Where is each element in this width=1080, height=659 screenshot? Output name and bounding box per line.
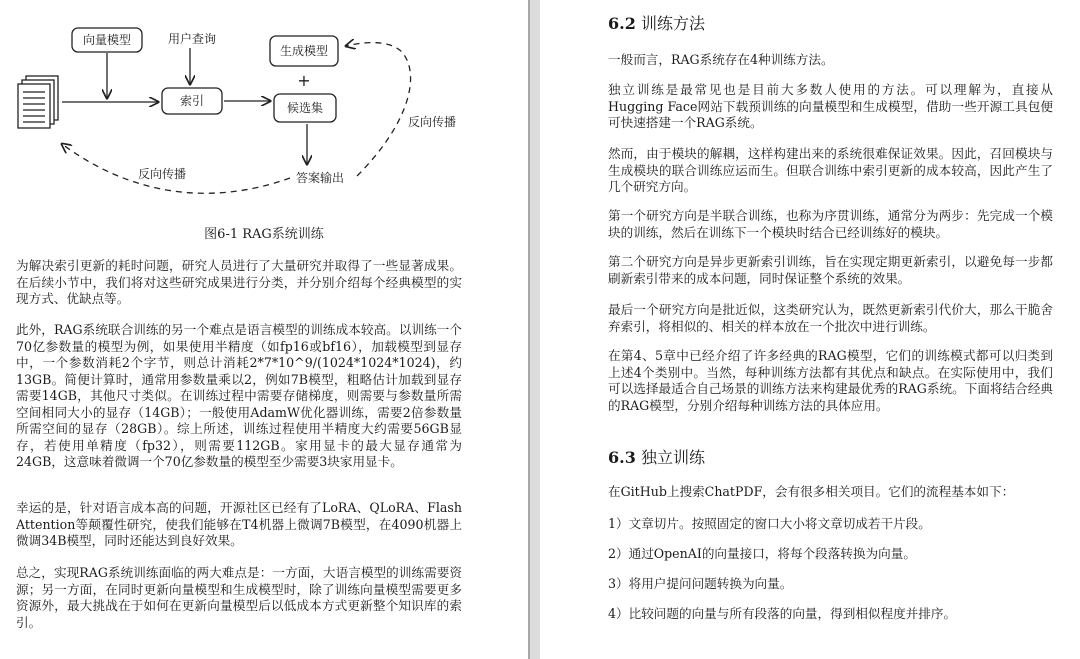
right-paragraph-2: 独立训练是最常见也是目前大多数人使用的方法。可以理解为，直接从Hugging Face网站下载预训练的向量模型和生成模型，借助一些开源工具包便可快速搭建一个RAG系统。 [608,82,1053,130]
index-label: 索引 [179,94,205,108]
answer-output-label: 答案输出 [295,171,345,185]
right-paragraph-1: 一般而言，RAG系统存在4种训练方法。 [608,52,834,67]
page-gutter-edge [528,0,530,659]
section-6-2-heading [608,14,705,34]
section-6-2-title: 训练方法 [640,14,705,33]
gen-model-label: 生成模型 [279,44,329,58]
right-paragraph-3: 然而，由于模块的解耦，这样构建出来的系统很难保证效果。因此，召回模块与生成模块的联合训练应运而生。但联合训练中索引更新的成本较高，因此产生了几个研究方向。 [608,146,1053,194]
section-6-3-number: 6.3 [608,448,636,467]
right-page [540,0,1080,659]
rag-training-svg [12,16,482,211]
backprop-left-label: 反向传播 [137,167,187,181]
section-6-3-heading [608,448,705,468]
left-paragraph-2: 此外，RAG系统联合训练的另一个难点是语言模型的训练成本较高。以训练一个70亿参数量的模型为例，如果使用半精度（如fp16或bf16），加载模型到显存中，一个参数消耗2个字节，则总计消耗2*7*10^9/(1024*1024*1024)，约13GB。简便计算时，通常用参数量乘以2，例如7B模型，粗略估计加载到显存需要14GB，其他尺寸类似。在训练过程中需要存储梯度，则需要与参数量所需空间相同大小的显存（14GB）；一般使用AdamW优化器训练，需要2倍参数量所需空间的显存（28GB）。综上所述，训练过程使用半精度大约需要56GB显存，若使用单精度（fp32），则需要112GB。家用显卡的最大显存通常为24GB，这意味着微调一个70亿参数量的模型至少需要3块家用显卡。 [16,322,462,469]
section-6-3-title: 独立训练 [640,448,705,467]
section-6-2-number: 6.2 [608,14,636,33]
figure-caption: 图6-1 RAG系统训练 [204,227,324,242]
candidates-label: 候选集 [286,101,324,115]
backprop-right-label: 反向传播 [407,115,457,129]
left-paragraph-3: 幸运的是，针对语言成本高的问题，开源社区已经有了LoRA、QLoRA、Flash Attention等颠覆性研究，使我们能够在T4机器上微调7B模型，在4090机器上微调34B模型，同时还能达到良好效果。 [16,500,462,548]
section-6-3-intro: 在GitHub上搜索ChatPDF，会有很多相关项目。它们的流程基本如下： [608,484,1015,499]
step-2: 2）通过OpenAI的向量接口，将每个段落转换为向量。 [608,546,916,561]
user-query-label: 用户查询 [167,32,217,46]
document-stack-icon [18,76,58,128]
plus-sign: + [297,71,311,90]
step-1: 1）文章切片。按照固定的窗口大小将文章切成若干片段。 [608,516,931,531]
step-3: 3）将用户提问问题转换为向量。 [608,576,793,591]
left-paragraph-4: 总之，实现RAG系统训练面临的两大难点是：一方面，大语言模型的训练需要资源；另一方面，在同时更新向量模型和生成模型时，除了训练向量模型需要更多资源外，最大挑战在于如何在更新向量模型后以低成本方式更新整个知识库的索引。 [16,565,462,630]
right-paragraph-4: 第一个研究方向是半联合训练，也称为序贯训练，通常分为两步：先完成一个模块的训练，然后在训练下一个模块时结合已经训练好的模块。 [608,208,1053,240]
right-paragraph-6: 最后一个研究方向是批近似，这类研究认为，既然更新索引代价大，那么干脆舍弃索引，将相似的、相关的样本放在一个批次中进行训练。 [608,302,1053,334]
vector-model-label: 向量模型 [82,33,132,47]
left-page [0,0,528,659]
backprop-right-arrow [346,43,411,176]
right-paragraph-7: 在第4、5章中已经介绍了许多经典的RAG模型，它们的训练模式都可以归类到上述4个类别中。当然，每种训练方法都有其优点和缺点。在实际使用中，我们可以选择最适合自己场景的训练方法来构建最优秀的RAG系统。下面将结合经典的RAG模型，分别介绍每种训练方法的具体应用。 [608,348,1053,413]
left-paragraph-1: 为解决索引更新的耗时问题，研究人员进行了大量研究并取得了一些显著成果。在后续小节中，我们将对这些研究成果进行分类，并分别介绍每个经典模型的实现方式、优缺点等。 [16,258,462,306]
step-4: 4）比较问题的向量与所有段落的向量，得到相似程度并排序。 [608,606,957,621]
right-paragraph-5: 第二个研究方向是异步更新索引训练，旨在实现定期更新索引，以避免每一步都刷新索引带来的成本问题，同时保证整个系统的效果。 [608,254,1053,286]
rag-training-diagram [12,16,482,211]
